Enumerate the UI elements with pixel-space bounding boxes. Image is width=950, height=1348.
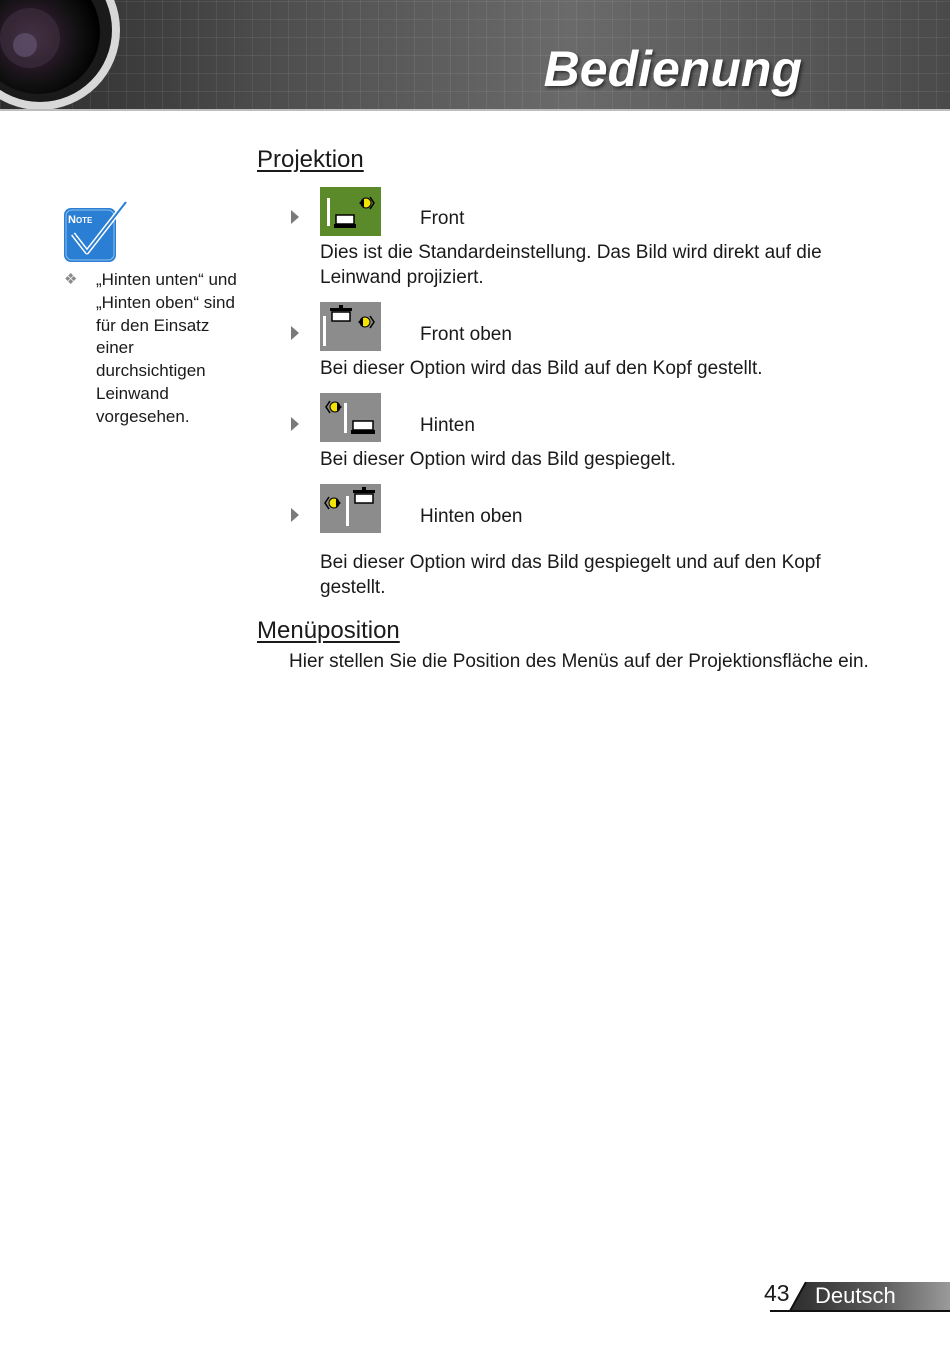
option-desc-front: Dies ist die Standardeinstellung. Das Bild wird direkt auf die Leinwand projiziert. [320, 242, 822, 288]
option-label-hinten: Hinten [420, 415, 475, 436]
section-heading-projektion: Projektion [257, 146, 364, 173]
arrow-right-icon [290, 508, 300, 522]
page-title: Bedienung [543, 41, 802, 97]
note-check-icon [63, 200, 129, 264]
icon-background [320, 393, 381, 442]
note-bullet-icon: ❖ [64, 271, 78, 288]
projection-rear-icon[interactable] [320, 393, 381, 442]
option-desc-hinten: Bei dieser Option wird das Bild gespiegelt. [320, 449, 676, 470]
projection-front-icon[interactable] [320, 187, 381, 236]
section-heading-menuposition: Menüposition [257, 617, 400, 644]
note-badge-label: Note [68, 214, 93, 226]
arrow-right-icon [290, 417, 300, 431]
note-text: „Hinten unten“ und „Hinten oben“ sind für den Einsatz einer durchsichtigen Leinwand vorgesehen. [96, 270, 237, 426]
footer-language: Deutsch [815, 1283, 896, 1308]
option-label-hinten-oben: Hinten oben [420, 506, 523, 527]
menuposition-desc: Hier stellen Sie die Position des Menüs auf der Projektionsfläche ein. [289, 651, 869, 672]
projection-rear-ceiling-icon[interactable] [320, 484, 381, 533]
header-banner [0, 0, 950, 110]
arrow-right-icon [290, 210, 300, 224]
option-desc-front-oben: Bei dieser Option wird das Bild auf den Kopf gestellt. [320, 358, 763, 379]
option-label-front-oben: Front oben [420, 324, 512, 345]
header-divider [0, 109, 950, 111]
page-number: 43 [764, 1280, 790, 1306]
camera-lens-icon [0, 0, 130, 110]
projection-front-ceiling-icon[interactable] [320, 302, 381, 351]
option-label-front: Front [420, 208, 465, 229]
option-desc-hinten-oben: Bei dieser Option wird das Bild gespiegelt und auf den Kopf gestellt. [320, 552, 821, 598]
arrow-right-icon [290, 326, 300, 340]
